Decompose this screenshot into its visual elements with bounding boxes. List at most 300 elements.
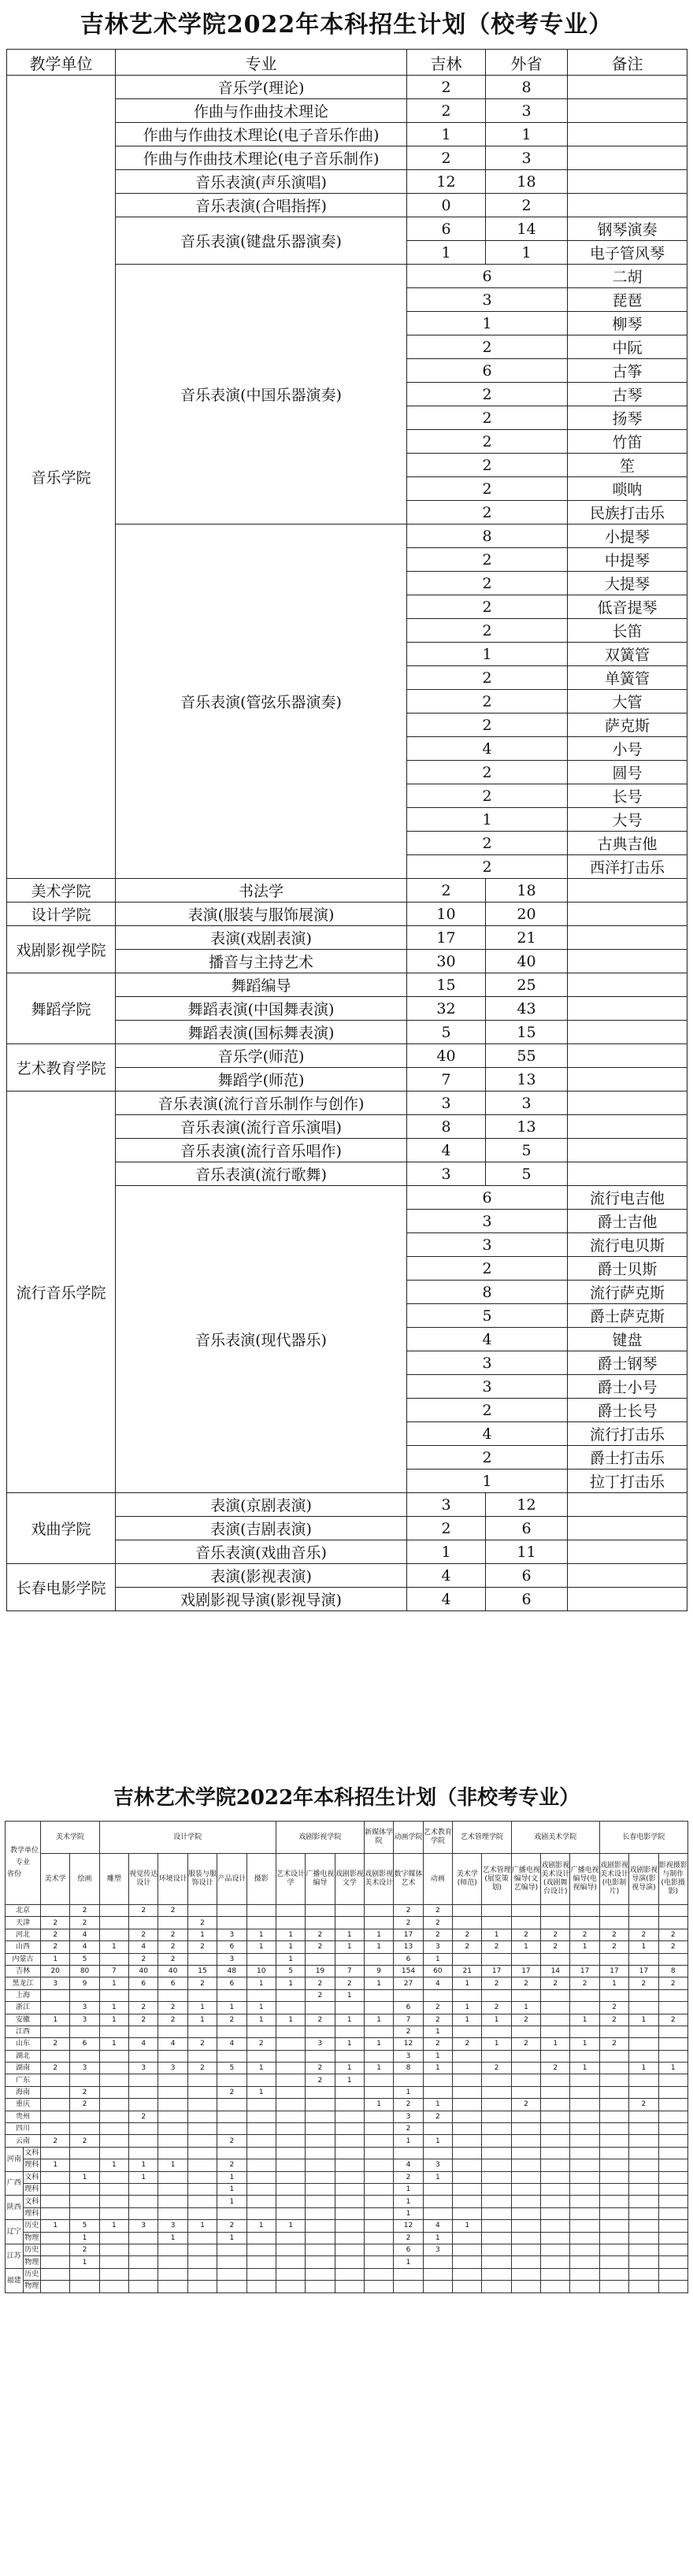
- column-header: 戏剧影视美术设计: [364, 1854, 393, 1905]
- note-cell: 长笛: [568, 619, 687, 643]
- value-cell: [570, 1905, 599, 1917]
- value-cell: [335, 2002, 364, 2014]
- column-header: 备注: [568, 50, 687, 76]
- value-cell: [541, 2099, 570, 2111]
- province-cell: 陕西: [6, 2196, 24, 2220]
- value-cell: [306, 2159, 335, 2171]
- value-cell: [99, 2026, 128, 2037]
- value-cell: 2: [306, 2063, 335, 2074]
- value-cell: [158, 2268, 187, 2280]
- value-cell: [246, 2207, 276, 2219]
- header-corner: [6, 1822, 41, 1905]
- value-cell: [658, 2171, 687, 2183]
- value-cell: 4: [423, 1977, 452, 1989]
- value-cell: 2: [511, 1929, 540, 1940]
- corner-label: 教学单位: [9, 1847, 39, 1855]
- major-cell: 书法学: [116, 879, 407, 903]
- value-cell: 1: [246, 1977, 276, 1989]
- dept-header: 美术学院: [41, 1822, 100, 1854]
- value-cell: 2: [423, 2014, 452, 2026]
- province-cell: 海南: [6, 2086, 41, 2098]
- value-cell: [217, 2268, 246, 2280]
- value-cell: 1: [246, 1941, 276, 1953]
- value-cell: 12: [394, 2220, 423, 2232]
- value-cell: 80: [70, 1965, 99, 1977]
- value-cell: [629, 2281, 658, 2292]
- value-cell: [335, 1905, 364, 1917]
- value-cell: 2: [41, 2063, 70, 2074]
- value-cell: 1: [99, 1941, 128, 1953]
- value-cell: [129, 2256, 158, 2268]
- value-cell: [482, 2111, 511, 2122]
- province-cell: 江西: [6, 2026, 41, 2037]
- value-cell: [364, 2232, 393, 2244]
- other-province-cell: 12: [486, 1493, 568, 1517]
- value-cell: [158, 1917, 187, 1929]
- major-cell: 音乐表演(流行歌舞): [116, 1162, 407, 1186]
- value-cell: [276, 2196, 305, 2207]
- value-cell: 17: [511, 1965, 540, 1977]
- value-cell: [276, 2159, 305, 2171]
- column-header: 广播电视编导(文艺编导): [511, 1854, 540, 1905]
- note-cell: 萨克斯: [568, 713, 687, 737]
- count-cell: 2: [407, 572, 568, 595]
- value-cell: 2: [158, 1941, 187, 1953]
- table-row: [7, 926, 687, 950]
- value-cell: [570, 2002, 599, 2014]
- value-cell: [423, 2183, 452, 2195]
- value-cell: [276, 2111, 305, 2122]
- value-cell: 2: [599, 2002, 628, 2014]
- value-cell: [364, 1917, 393, 1929]
- value-cell: [217, 2207, 246, 2219]
- value-cell: 2: [482, 2063, 511, 2074]
- major-cell: 音乐表演(流行音乐演唱): [116, 1115, 407, 1139]
- table-row: [7, 1044, 687, 1068]
- dept-header: 新媒体学院: [364, 1822, 393, 1854]
- value-cell: 2: [70, 2099, 99, 2111]
- value-cell: [511, 2207, 540, 2219]
- value-cell: 2: [629, 1977, 658, 1989]
- value-cell: [599, 2135, 628, 2147]
- value-cell: [246, 2171, 276, 2183]
- value-cell: [658, 1917, 687, 1929]
- value-cell: [217, 2050, 246, 2062]
- column-header: 戏剧影视文学: [335, 1854, 364, 1905]
- value-cell: [511, 2086, 540, 2098]
- value-cell: 2: [511, 2099, 540, 2111]
- value-cell: [658, 2159, 687, 2171]
- value-cell: [70, 2026, 99, 2037]
- note-cell: 低音提琴: [568, 595, 687, 619]
- value-cell: 2: [129, 1929, 158, 1940]
- value-cell: [453, 1953, 482, 1965]
- value-cell: [453, 2123, 482, 2135]
- value-cell: [129, 2183, 158, 2195]
- table-row: [6, 2232, 688, 2244]
- value-cell: 1: [570, 2014, 599, 2026]
- value-cell: [570, 2111, 599, 2122]
- jilin-cell: 4: [407, 1139, 486, 1162]
- value-cell: 1: [99, 1977, 128, 1989]
- unit-cell: 长春电影学院: [7, 1564, 116, 1611]
- note-cell: 爵士长号: [568, 1399, 687, 1422]
- value-cell: [599, 2123, 628, 2135]
- other-province-cell: 1: [486, 241, 568, 265]
- value-cell: [482, 2159, 511, 2171]
- value-cell: [129, 2086, 158, 2098]
- value-cell: [129, 2135, 158, 2147]
- value-cell: [482, 2220, 511, 2232]
- value-cell: 3: [70, 2014, 99, 2026]
- value-cell: [99, 2135, 128, 2147]
- unit-cell: 艺术教育学院: [7, 1044, 116, 1092]
- major-cell: 舞蹈编导: [116, 973, 407, 997]
- count-cell: 2: [407, 784, 568, 808]
- value-cell: [70, 2183, 99, 2195]
- value-cell: 1: [423, 2171, 452, 2183]
- value-cell: [482, 2281, 511, 2292]
- value-cell: [453, 2196, 482, 2207]
- value-cell: [129, 2232, 158, 2244]
- note-cell: 唢呐: [568, 477, 687, 501]
- table-row: [6, 2207, 688, 2219]
- value-cell: 2: [217, 2159, 246, 2171]
- value-cell: [629, 2256, 658, 2268]
- value-cell: [364, 2086, 393, 2098]
- table-row: [6, 2123, 688, 2135]
- value-cell: 2: [658, 1941, 687, 1953]
- value-cell: [217, 2281, 246, 2292]
- value-cell: 2: [541, 2063, 570, 2074]
- other-province-cell: 8: [486, 76, 568, 99]
- value-cell: [335, 1917, 364, 1929]
- value-cell: 14: [541, 1965, 570, 1977]
- value-cell: [423, 2268, 452, 2280]
- value-cell: 3: [394, 2050, 423, 2062]
- value-cell: [99, 2196, 128, 2207]
- column-header: 吉林: [407, 50, 486, 76]
- count-cell: 4: [407, 1328, 568, 1351]
- table-row: [6, 1905, 688, 1917]
- value-cell: [364, 2207, 393, 2219]
- note-cell: 钢琴演奏: [568, 217, 687, 241]
- value-cell: [599, 2074, 628, 2086]
- value-cell: [658, 1905, 687, 1917]
- other-province-cell: 13: [486, 1068, 568, 1092]
- value-cell: [41, 2232, 70, 2244]
- unit-cell: 戏剧影视学院: [7, 926, 116, 973]
- value-cell: [364, 2171, 393, 2183]
- note-cell: [568, 1044, 687, 1068]
- value-cell: [541, 2268, 570, 2280]
- value-cell: [423, 2086, 452, 2098]
- value-cell: 3: [394, 2111, 423, 2122]
- value-cell: [511, 1989, 540, 2001]
- value-cell: 2: [482, 2002, 511, 2014]
- note-cell: [568, 146, 687, 170]
- value-cell: [658, 2196, 687, 2207]
- count-cell: 2: [407, 666, 568, 690]
- value-cell: [364, 2196, 393, 2207]
- value-cell: [129, 2147, 158, 2159]
- count-cell: 2: [407, 383, 568, 406]
- value-cell: [629, 2244, 658, 2255]
- jilin-cell: 15: [407, 973, 486, 997]
- dept-header: 长春电影学院: [599, 1822, 687, 1854]
- value-cell: [570, 2074, 599, 2086]
- subject-cell: 物理: [23, 2232, 41, 2244]
- table-row: [6, 2014, 688, 2026]
- jilin-cell: 40: [407, 1044, 486, 1068]
- value-cell: 1: [246, 2220, 276, 2232]
- value-cell: 1: [41, 1953, 70, 1965]
- value-cell: 2: [217, 2220, 246, 2232]
- value-cell: 1: [41, 2014, 70, 2026]
- value-cell: 8: [394, 2063, 423, 2074]
- value-cell: [658, 2207, 687, 2219]
- value-cell: [246, 2074, 276, 2086]
- dept-header: 设计学院: [99, 1822, 276, 1854]
- subject-cell: 历史: [23, 2268, 41, 2280]
- value-cell: [541, 2183, 570, 2195]
- table-header-row: [7, 50, 687, 76]
- major-cell: 作曲与作曲技术理论(电子音乐作曲): [116, 123, 407, 146]
- value-cell: [158, 2196, 187, 2207]
- value-cell: [658, 2244, 687, 2255]
- value-cell: [41, 2099, 70, 2111]
- value-cell: [306, 2050, 335, 2062]
- value-cell: [70, 2074, 99, 2086]
- note-cell: [568, 1139, 687, 1162]
- value-cell: [246, 2244, 276, 2255]
- column-header: 艺术设计学: [276, 1854, 305, 1905]
- value-cell: [99, 2268, 128, 2280]
- value-cell: 1: [246, 2002, 276, 2014]
- value-cell: [246, 2123, 276, 2135]
- value-cell: [599, 2268, 628, 2280]
- jilin-cell: 1: [407, 241, 486, 265]
- value-cell: [187, 1905, 217, 1917]
- count-cell: 2: [407, 548, 568, 572]
- jilin-cell: 12: [407, 170, 486, 194]
- value-cell: [306, 1917, 335, 1929]
- value-cell: [306, 2111, 335, 2122]
- value-cell: 1: [276, 1941, 305, 1953]
- value-cell: [276, 2171, 305, 2183]
- value-cell: [158, 2147, 187, 2159]
- note-cell: 大管: [568, 690, 687, 713]
- province-cell: 浙江: [6, 2002, 41, 2014]
- table-row: [6, 2063, 688, 2074]
- value-cell: 2: [41, 1941, 70, 1953]
- note-cell: 大号: [568, 808, 687, 832]
- value-cell: [335, 2123, 364, 2135]
- province-cell: 广西: [6, 2171, 24, 2196]
- value-cell: [599, 2026, 628, 2037]
- other-province-cell: 6: [486, 1564, 568, 1588]
- value-cell: [187, 2196, 217, 2207]
- note-cell: [568, 950, 687, 973]
- value-cell: 1: [246, 2014, 276, 2026]
- value-cell: 1: [423, 1953, 452, 1965]
- value-cell: [306, 2256, 335, 2268]
- value-cell: [658, 2232, 687, 2244]
- value-cell: [364, 1905, 393, 1917]
- value-cell: [217, 2244, 246, 2255]
- count-cell: 2: [407, 855, 568, 879]
- value-cell: 1: [453, 2002, 482, 2014]
- value-cell: [306, 2183, 335, 2195]
- value-cell: 1: [394, 2183, 423, 2195]
- other-province-cell: 3: [486, 1092, 568, 1115]
- province-cell: 河南: [6, 2147, 24, 2171]
- value-cell: 1: [276, 2220, 305, 2232]
- jilin-cell: 32: [407, 997, 486, 1021]
- value-cell: 2: [423, 1917, 452, 1929]
- value-cell: [246, 2196, 276, 2207]
- value-cell: 2: [482, 1941, 511, 1953]
- value-cell: [335, 2147, 364, 2159]
- value-cell: [364, 2281, 393, 2292]
- value-cell: [187, 1989, 217, 2001]
- value-cell: 2: [158, 1953, 187, 1965]
- value-cell: [629, 2171, 658, 2183]
- value-cell: 1: [70, 2171, 99, 2183]
- other-province-cell: 20: [486, 903, 568, 926]
- column-header: 专业: [116, 50, 407, 76]
- count-cell: 2: [407, 1446, 568, 1470]
- value-cell: [99, 1905, 128, 1917]
- value-cell: [364, 2159, 393, 2171]
- value-cell: 9: [70, 1977, 99, 1989]
- count-cell: 4: [407, 737, 568, 761]
- value-cell: [364, 2256, 393, 2268]
- value-cell: 2: [599, 2038, 628, 2050]
- value-cell: [41, 2026, 70, 2037]
- other-province-cell: 25: [486, 973, 568, 997]
- value-cell: [335, 2171, 364, 2183]
- value-cell: 3: [129, 2063, 158, 2074]
- value-cell: [187, 2207, 217, 2219]
- value-cell: 1: [129, 2159, 158, 2171]
- value-cell: 2: [394, 2232, 423, 2244]
- province-cell: 天津: [6, 1917, 41, 1929]
- value-cell: 2: [41, 1917, 70, 1929]
- subject-cell: 文科: [23, 2171, 41, 2183]
- value-cell: [599, 2050, 628, 2062]
- value-cell: 6: [158, 1977, 187, 1989]
- value-cell: [158, 2171, 187, 2183]
- value-cell: [335, 2268, 364, 2280]
- value-cell: [335, 2281, 364, 2292]
- value-cell: [482, 2196, 511, 2207]
- value-cell: 2: [306, 2014, 335, 2026]
- note-cell: 古琴: [568, 383, 687, 406]
- unit-cell: 美术学院: [7, 879, 116, 903]
- value-cell: 6: [394, 1953, 423, 1965]
- value-cell: [658, 2002, 687, 2014]
- other-province-cell: 11: [486, 1540, 568, 1564]
- major-cell: 音乐表演(合唱指挥): [116, 194, 407, 217]
- jilin-cell: 1: [407, 123, 486, 146]
- value-cell: [541, 1905, 570, 1917]
- value-cell: [629, 2207, 658, 2219]
- value-cell: 2: [129, 2014, 158, 2026]
- note-cell: 电子管风琴: [568, 241, 687, 265]
- note-cell: 拉丁打击乐: [568, 1470, 687, 1493]
- value-cell: [541, 2281, 570, 2292]
- value-cell: [306, 2099, 335, 2111]
- value-cell: [41, 2207, 70, 2219]
- value-cell: 3: [306, 2038, 335, 2050]
- value-cell: [482, 2135, 511, 2147]
- value-cell: 1: [394, 2207, 423, 2219]
- value-cell: [570, 1917, 599, 1929]
- value-cell: 1: [364, 1929, 393, 1940]
- table-row: [6, 2074, 688, 2086]
- value-cell: [453, 2026, 482, 2037]
- value-cell: 17: [394, 1929, 423, 1940]
- value-cell: [335, 2159, 364, 2171]
- value-cell: [70, 1989, 99, 2001]
- value-cell: [541, 2050, 570, 2062]
- count-cell: 5: [407, 1304, 568, 1328]
- other-province-cell: 18: [486, 879, 568, 903]
- value-cell: 2: [658, 2014, 687, 2026]
- value-cell: [335, 2207, 364, 2219]
- column-header: 产品设计: [217, 1854, 246, 1905]
- value-cell: 3: [158, 2063, 187, 2074]
- value-cell: [541, 2196, 570, 2207]
- value-cell: [129, 1989, 158, 2001]
- value-cell: 1: [335, 2063, 364, 2074]
- province-cell: 山西: [6, 1941, 41, 1953]
- value-cell: 9: [364, 1965, 393, 1977]
- value-cell: [482, 2086, 511, 2098]
- value-cell: [70, 2159, 99, 2171]
- value-cell: 1: [364, 2038, 393, 2050]
- value-cell: [41, 1905, 70, 1917]
- value-cell: [541, 2135, 570, 2147]
- value-cell: 1: [187, 1929, 217, 1940]
- table-row: [6, 1965, 688, 1977]
- unit-cell: 设计学院: [7, 903, 116, 926]
- value-cell: 3: [217, 1953, 246, 1965]
- note-cell: 爵士小号: [568, 1375, 687, 1399]
- value-cell: [570, 1953, 599, 1965]
- value-cell: [453, 2268, 482, 2280]
- province-cell: 山东: [6, 2038, 41, 2050]
- value-cell: [276, 2074, 305, 2086]
- value-cell: [482, 2123, 511, 2135]
- value-cell: 2: [306, 1941, 335, 1953]
- table-row: [7, 973, 687, 997]
- value-cell: [570, 2256, 599, 2268]
- province-cell: 内蒙古: [6, 1953, 41, 1965]
- province-cell: 江苏: [6, 2244, 24, 2268]
- value-cell: [511, 2183, 540, 2195]
- value-cell: [570, 2183, 599, 2195]
- value-cell: 1: [187, 2220, 217, 2232]
- value-cell: 2: [658, 1977, 687, 1989]
- value-cell: [629, 2147, 658, 2159]
- value-cell: [158, 2099, 187, 2111]
- value-cell: [276, 2268, 305, 2280]
- value-cell: [217, 2111, 246, 2122]
- value-cell: 1: [217, 2196, 246, 2207]
- value-cell: [453, 2183, 482, 2195]
